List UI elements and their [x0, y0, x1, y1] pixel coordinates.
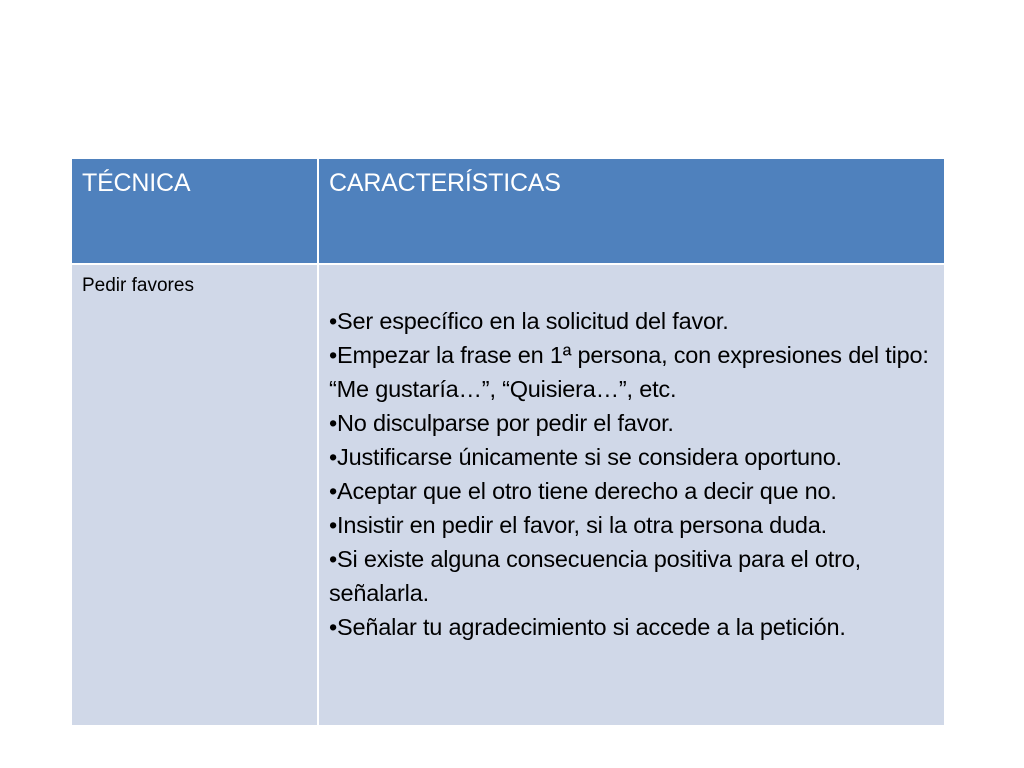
techniques-table	[72, 159, 944, 725]
list-item: •Aceptar que el otro tiene derecho a decir que no.	[329, 478, 837, 504]
list-item: •Insistir en pedir el favor, si la otra persona duda.	[329, 512, 827, 538]
characteristics-cell	[319, 265, 944, 725]
technique-cell: Pedir favores	[72, 265, 319, 725]
list-item: •No disculparse por pedir el favor.	[329, 410, 674, 436]
list-item: •Empezar la frase en 1ª persona, con expresiones del tipo: “Me gustaría…”, “Quisiera…”, etc.	[329, 342, 929, 402]
list-item: •Ser específico en la solicitud del favor.	[329, 308, 729, 334]
header-characteristics: CARACTERÍSTICAS	[319, 159, 944, 265]
list-item: •Justificarse únicamente si se considera oportuno.	[329, 444, 842, 470]
header-technique: TÉCNICA	[72, 159, 319, 265]
list-item: •Si existe alguna consecuencia positiva para el otro, señalarla.	[329, 546, 861, 606]
characteristics-list	[329, 304, 930, 644]
list-item: •Señalar tu agradecimiento si accede a la petición.	[329, 614, 846, 640]
